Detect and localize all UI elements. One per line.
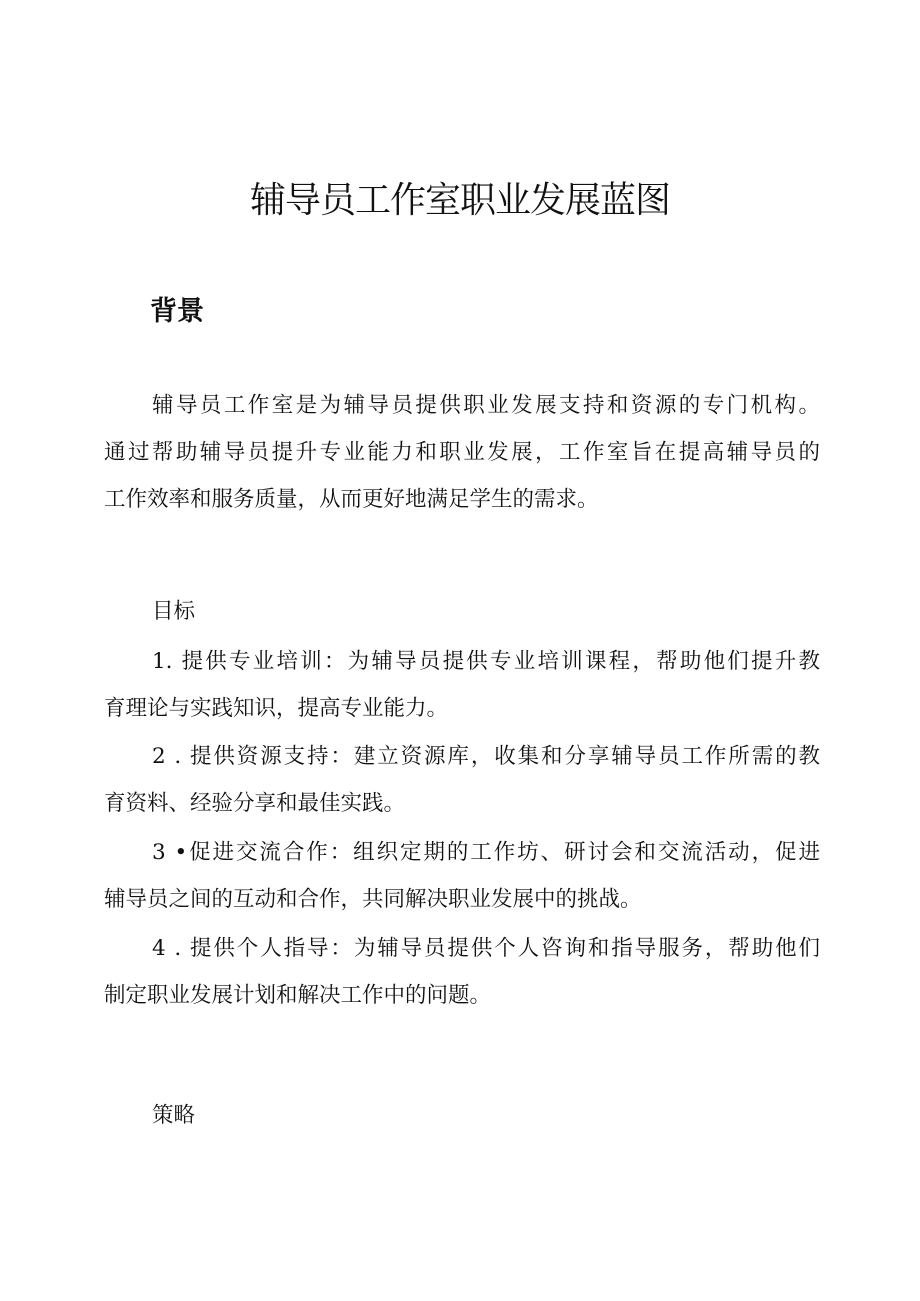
background-heading: 背景 (150, 296, 204, 327)
document-title: 辅导员工作室职业发展蓝图 (249, 180, 670, 221)
goal-item-1 (104, 638, 820, 732)
goal-item-4 (104, 925, 820, 1019)
goals-heading: 目标 (152, 599, 196, 624)
goal-item-3 (104, 829, 820, 923)
background-paragraph (104, 382, 820, 523)
goal-item-2-line-1: 2 . 提供资源支持：建立资源库，收集和分享辅导员工作所需的教 (152, 744, 820, 769)
background-line-3: 工作效率和服务质量，从而更好地满足学生的需求。 (104, 487, 599, 512)
background-line-1: 辅导员工作室是为辅导员提供职业发展支持和资源的专门机构。 (152, 393, 820, 418)
background-line-2: 通过帮助辅导员提升专业能力和职业发展，工作室旨在提高辅导员的 (104, 440, 820, 465)
goal-item-1-line-2: 育理论与实践知识，提高专业能力。 (104, 696, 449, 721)
goal-item-1-line-1: 1. 提供专业培训：为辅导员提供专业培训课程，帮助他们提升教 (152, 649, 820, 674)
goal-item-2-line-2: 育资料、经验分享和最佳实践。 (104, 791, 406, 816)
strategy-heading: 策略 (152, 1103, 196, 1128)
goal-item-2 (104, 733, 820, 827)
goal-item-3-line-1: 3 •促进交流合作：组织定期的工作坊、研讨会和交流活动，促进 (152, 840, 820, 865)
goal-item-4-line-1: 4 . 提供个人指导：为辅导员提供个人咨询和指导服务，帮助他们 (152, 936, 820, 961)
goal-item-4-line-2: 制定职业发展计划和解决工作中的问题。 (104, 983, 492, 1008)
goal-item-3-line-2: 辅导员之间的互动和合作，共同解决职业发展中的挑战。 (104, 887, 642, 912)
